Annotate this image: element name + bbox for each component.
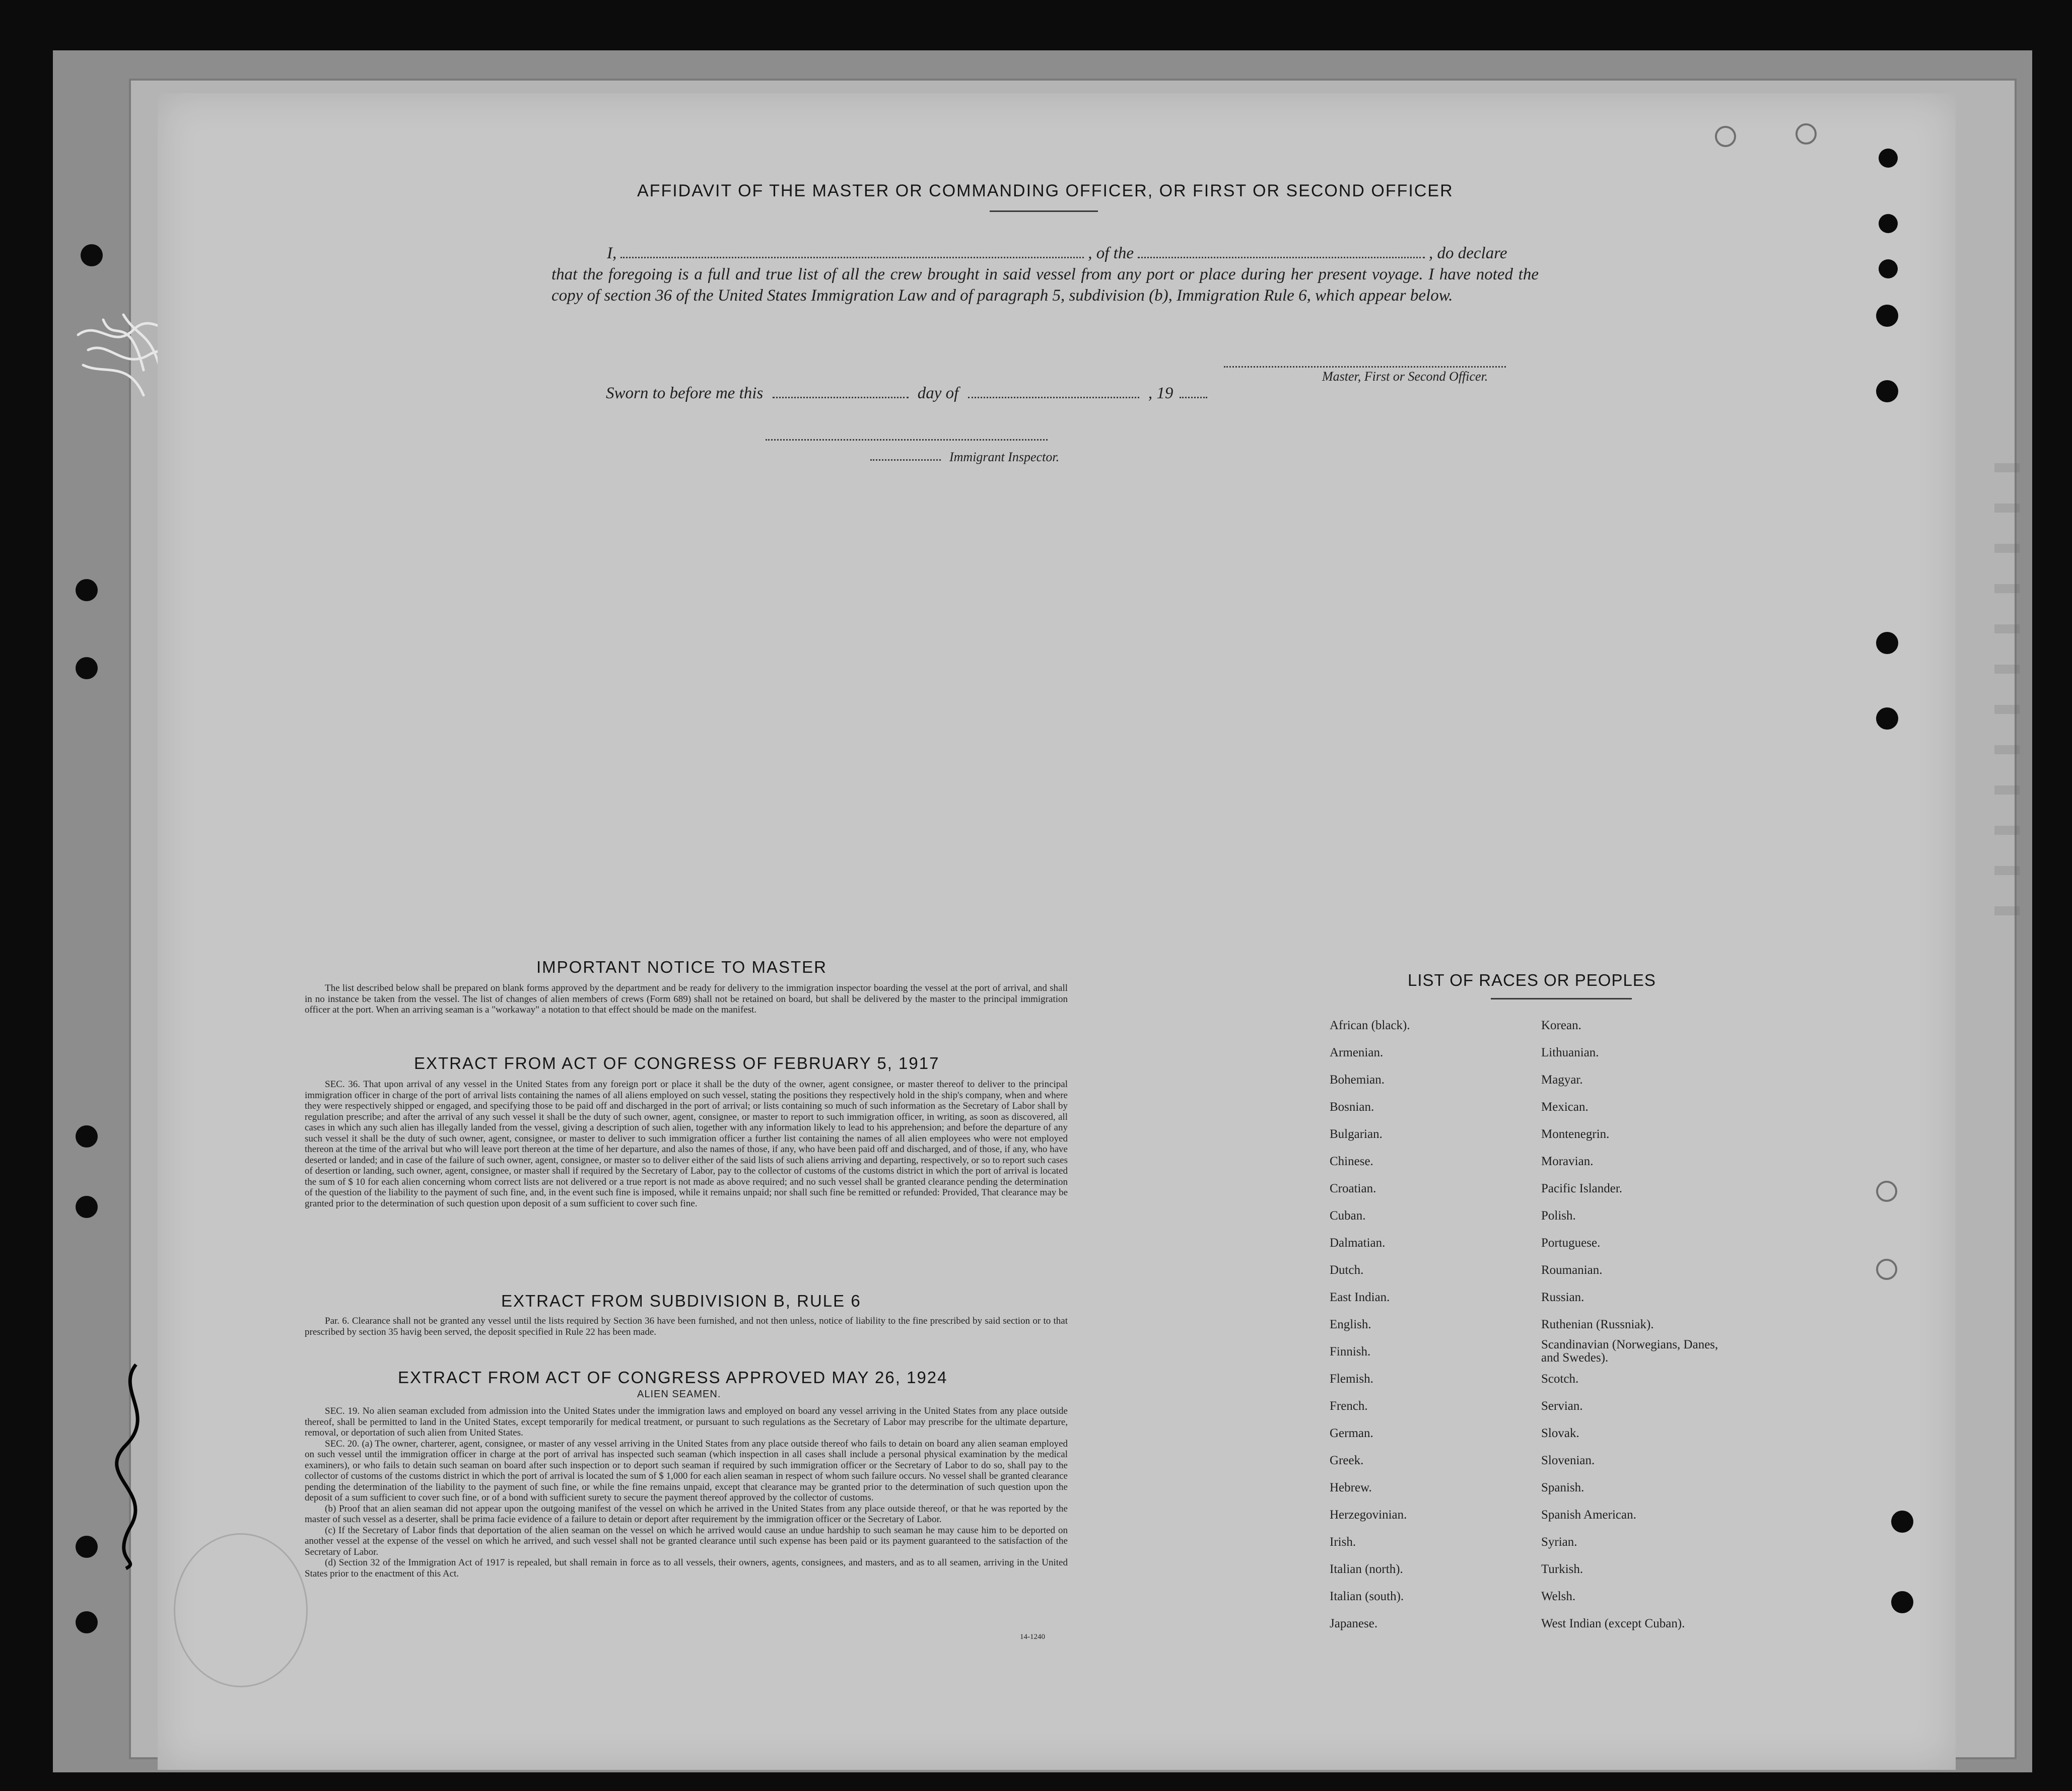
race-item: Ruthenian (Russniak). [1541, 1318, 1654, 1331]
sec-20a-paragraph: SEC. 20. (a) The owner, charterer, agent, consignee, or master of any vessel arriving in the United States from any place outside thereof who fails to detain on board any alien seaman employed on such vessel until the immigration officer in charge at the port of arrival has inspected such seaman (which inspection in all cases shall include a personal physical examination by the medical examiners), or who fails to detain such seaman on board after such inspection or to deport such seaman if required by such immigration officer or the Secretary of Labor to do so, shall pay to the collector of customs of the customs district in which the port of arrival is located the sum of $ 1,000 for each alien seaman in respect of whom such failure occurs. No vessel shall be granted clearance pending the determination of the liability to the payment of such fine, or while the fine remains unpaid, except that clearance may be granted prior to the determination of such question upon the deposit of a sum sufficient to cover such fine, or of a bond with sufficient surety to secure the payment thereof approved by the collector of customs. [305, 1438, 1068, 1503]
extract-1924-subtitle: ALIEN SEAMEN. [637, 1389, 721, 1400]
punch-hole [76, 579, 98, 601]
sworn-prefix: Sworn to before me this [606, 384, 764, 402]
sec-20d-paragraph: (d) Section 32 of the Immigration Act of 1917 is repealed, but shall remain in force as to all vessels, their owners, agents, consignees, and masters, and as to all seamen, arriving in the United States prior to the enactment of this Act. [305, 1557, 1068, 1579]
race-item: Montenegrin. [1541, 1127, 1610, 1141]
race-item: Bulgarian. [1330, 1127, 1383, 1141]
vessel-name-field[interactable] [1138, 257, 1425, 258]
race-item: Welsh. [1541, 1590, 1576, 1603]
inspector-signature-label: Immigrant Inspector. [949, 450, 1060, 464]
sec-20c-paragraph: (c) If the Secretary of Labor finds that deportation of the alien seaman on the vessel on which he arrived would cause an undue hardship to such seaman he may cause him to be deported on another vessel at the expense of the vessel on which he arrived, and such vessel shall not be granted clearance until such expense has been paid or its payment guaranteed to the satisfaction of the Secretary of Labor. [305, 1525, 1068, 1557]
sworn-day-label: day of [917, 384, 959, 402]
race-item: Dutch. [1330, 1263, 1364, 1277]
punch-hole [76, 1196, 98, 1218]
sworn-day-field[interactable] [773, 397, 909, 398]
sworn-year-label: , 19 [1148, 384, 1173, 402]
affidavit-declaration [551, 243, 1539, 306]
race-item: Spanish American. [1541, 1508, 1636, 1522]
master-signature-label: Master, First or Second Officer. [1322, 369, 1488, 384]
race-item: Lithuanian. [1541, 1046, 1599, 1059]
race-item: Roumanian. [1541, 1263, 1603, 1277]
sworn-year-field[interactable] [1180, 397, 1207, 398]
punch-hole [1876, 380, 1898, 402]
race-item: Russian. [1541, 1291, 1584, 1304]
punch-hole [81, 244, 103, 266]
inspector-dots [870, 459, 941, 461]
notice-body [305, 983, 1068, 1016]
race-item: Turkish. [1541, 1562, 1583, 1576]
races-right-column [1541, 1012, 1722, 1637]
extract-1924-title: EXTRACT FROM ACT OF CONGRESS APPROVED MAY 26, 1924 [398, 1368, 948, 1387]
race-item: English. [1330, 1318, 1371, 1331]
punch-hole [76, 1536, 98, 1558]
sec-19-paragraph: SEC. 19. No alien seaman excluded from admission into the United States under the immigration laws and employed on board any vessel arriving in the United States from any place outside thereof, shall be permitted to land in the United States, except temporarily for medical treatment, or pursuant to such regulations as the Secretary of Labor may prescribe for the ultimate departure, removal, or deportation of such alien from United States. [305, 1406, 1068, 1438]
affidavit-body: that the foregoing is a full and true list of all the crew brought in said vessel from any port or place during her present voyage. I have noted the copy of section 36 of the United States Immigration Law and of paragraph 5, subdivision (b), Immigration Rule 6, which appear below. [551, 265, 1539, 305]
extract-1924-body [305, 1406, 1068, 1579]
rule6-paragraph: Par. 6. Clearance shall not be granted any vessel until the lists required by Section 36 have been furnished, and not then unless, notice of liability to the fine prescribed by said section or to that prescribed by section 35 havig been served, the deposit specified in Rule 22 has been made. [305, 1316, 1068, 1337]
affidavit-of-the-label: , of the [1088, 244, 1134, 262]
punch-hole [76, 657, 98, 679]
race-item: Croatian. [1330, 1182, 1376, 1195]
races-left-column [1330, 1012, 1410, 1637]
race-item: German. [1330, 1426, 1373, 1440]
extract-1917-body [305, 1079, 1068, 1209]
race-item: Herzegovinian. [1330, 1508, 1407, 1522]
race-item: Magyar. [1541, 1073, 1583, 1087]
race-item: Slovenian. [1541, 1454, 1595, 1467]
race-item: Scandinavian (Norwegians, Danes, and Swedes). [1541, 1338, 1718, 1365]
race-item: Hebrew. [1330, 1481, 1372, 1494]
form-number: 14-1240 [1020, 1633, 1045, 1641]
punch-hole [1715, 126, 1736, 147]
extract-rule6-title: EXTRACT FROM SUBDIVISION B, RULE 6 [501, 1292, 861, 1310]
race-item: Spanish. [1541, 1481, 1584, 1494]
notice-title: IMPORTANT NOTICE TO MASTER [536, 958, 827, 976]
sec-20b-paragraph: (b) Proof that an alien seaman did not appear upon the outgoing manifest of the vessel on which he arrived in the United States from any place outside thereof, or that he was reported by the master of such vessel as a deserter, shall be prima facie evidence of a failure to detain or deport after requirement by the immigration officer or the Secretary of Labor. [305, 1503, 1068, 1525]
punch-hole [1876, 305, 1898, 327]
race-item: Dalmatian. [1330, 1236, 1386, 1250]
races-title: LIST OF RACES OR PEOPLES [1408, 971, 1656, 989]
race-item: Slovak. [1541, 1426, 1579, 1440]
notice-paragraph: The list described below shall be prepared on blank forms approved by the department and be ready for delivery to the immigration inspector boarding the vessel at the port of arrival, and shall in no instance be taken from the vessel. The list of changes of alien members of crews (Form 689) shall not be retained on board, but shall be delivered by the master to the principal immigration officer at the port. When an arriving seaman is a "workaway" a notation to that effect should be made on the manifest. [305, 983, 1068, 1015]
punch-hole [1879, 259, 1898, 278]
punch-hole [76, 1611, 98, 1633]
race-item: Portuguese. [1541, 1236, 1601, 1250]
section-36-paragraph: SEC. 36. That upon arrival of any vessel in the United States from any foreign port or place it shall be the duty of the owner, agent consignee, or master thereof to deliver to the principal immigration officer in charge of the port of arrival lists containing the names of all aliens employed on such vessel, stating the positions they respectively hold in the ship's company, when and where they were respectively shipped or engaged, and specifying those to be paid off and discharged in the port of arrival; or lists containing so much of such information as the Secretary of Labor shall by regulation prescribe; and after the arrival of any such vessel it shall be the duty of such owner, agent, consignee, or master to report to such immigration officer, in writing, as soon as discovered, all cases in which any such alien has illegally landed from the vessel, giving a description of such alien, together with any information likely to lead to his apprehension; and before the departure of any such vessel it shall be the duty of such owner, agent, consignee, or master to deliver to such immigration officer a further list containing the names of all alien employees who were not employed thereon at the time of the arrival but who will leave port thereon at the time of her departure, and also the names of those, if any, who have been paid off and discharged, and of those, if any, who have deserted or landed; and in case of the failure of such owner, agent, consignee, or master so to deliver either of the said lists of such aliens arriving and departing, respectively, or so to report such cases of desertion or landing, such owner, agent, consignee, or master shall if required by the Secretary of Labor, pay to the collector of customs of the customs district in which the port of arrival is located the sum of $ 10 for each alien concerning whom correct lists are not delivered or a true report is not made as above required; and no such vessel shall be granted clearance pending the determination of the question of the liability to the payment of such fine, and, in the event such fine is imposed, while it remains unpaid; nor shall such fine be remitted or refunded: Provided, That clearance may be granted prior to the determination of such question upon deposit of a sum sufficient to cover such fine. [305, 1079, 1068, 1209]
extract-rule6-body [305, 1316, 1068, 1337]
race-item: Mexican. [1541, 1100, 1588, 1114]
race-item: Greek. [1330, 1454, 1364, 1467]
race-item: African (black). [1330, 1019, 1410, 1032]
punch-hole [1795, 123, 1817, 145]
race-item: Korean. [1541, 1019, 1581, 1032]
race-item: Servian. [1541, 1399, 1583, 1413]
race-item: Polish. [1541, 1209, 1576, 1223]
race-item: Bohemian. [1330, 1073, 1385, 1087]
extract-1917-title: EXTRACT FROM ACT OF CONGRESS OF FEBRUARY 5, 1917 [414, 1054, 940, 1072]
races-title-underline [1491, 998, 1632, 999]
sworn-month-field[interactable] [968, 397, 1139, 398]
race-item: Armenian. [1330, 1046, 1384, 1059]
race-item: Italian (north). [1330, 1562, 1403, 1576]
race-item: Scotch. [1541, 1372, 1579, 1386]
punch-hole [1876, 1259, 1897, 1280]
race-item: Pacific Islander. [1541, 1182, 1623, 1195]
master-signature-field[interactable] [1224, 366, 1506, 368]
race-item: Chinese. [1330, 1155, 1373, 1168]
title-underline [990, 210, 1098, 212]
punch-hole [1876, 632, 1898, 654]
race-item: Moravian. [1541, 1155, 1594, 1168]
race-item: Finnish. [1330, 1345, 1371, 1358]
thread-artifact [106, 1359, 166, 1571]
punch-hole [76, 1125, 98, 1148]
punch-hole [1876, 1181, 1897, 1202]
punch-hole [1879, 149, 1898, 168]
race-item: Bosnian. [1330, 1100, 1374, 1114]
affidavit-title: AFFIDAVIT OF THE MASTER OR COMMANDING OFFICER, OR FIRST OR SECOND OFFICER [637, 181, 1454, 200]
race-item: East Indian. [1330, 1291, 1390, 1304]
affidavit-i-label: I, [607, 244, 617, 262]
inspector-signature-field[interactable] [766, 439, 1048, 441]
punch-hole [1879, 214, 1898, 233]
punch-hole [1876, 707, 1898, 730]
officer-name-field[interactable] [620, 257, 1084, 258]
race-item: Japanese. [1330, 1617, 1378, 1630]
sworn-line [606, 384, 1207, 403]
race-item: Flemish. [1330, 1372, 1373, 1386]
race-item: French. [1330, 1399, 1368, 1413]
affidavit-declare-label: , do declare [1428, 244, 1507, 262]
race-item: Irish. [1330, 1535, 1356, 1549]
punch-hole [1891, 1511, 1913, 1533]
punch-hole [1891, 1591, 1913, 1613]
race-item: Syrian. [1541, 1535, 1577, 1549]
faint-seal-stamp [174, 1533, 308, 1687]
race-item: West Indian (except Cuban). [1541, 1617, 1685, 1630]
race-item: Italian (south). [1330, 1590, 1404, 1603]
race-item: Cuban. [1330, 1209, 1366, 1223]
